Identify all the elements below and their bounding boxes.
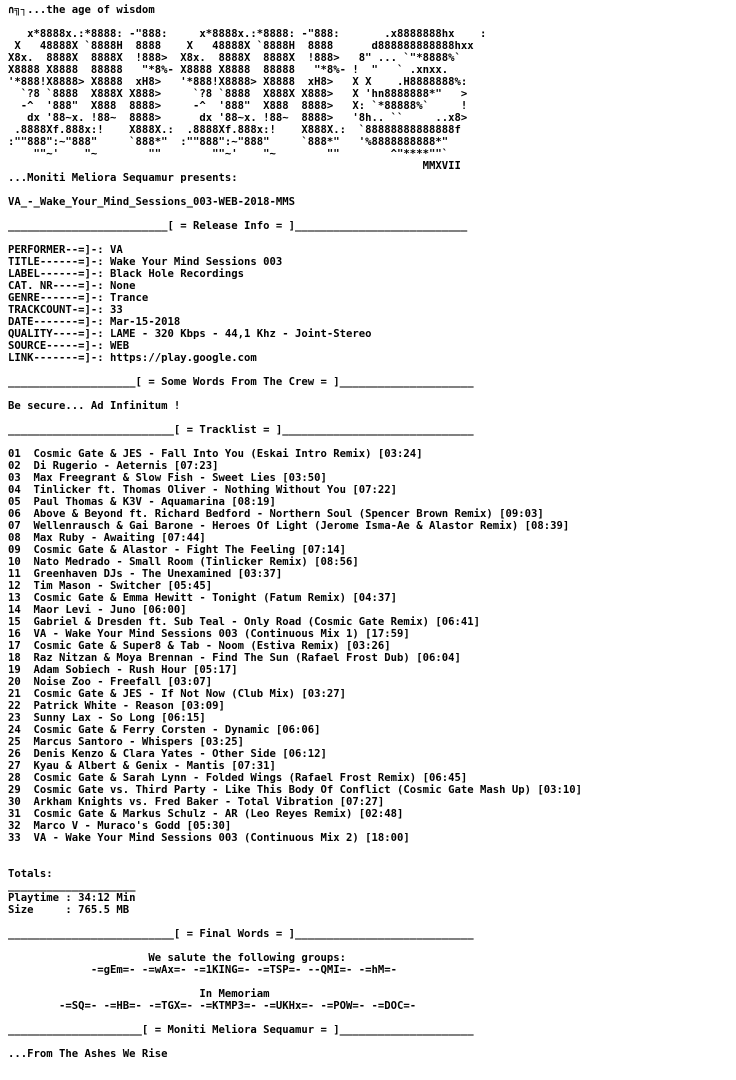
nfo-line: VA_-_Wake_Your_Mind_Sessions_003-WEB-2018-MMS [8,196,296,208]
nfo-line: In Memoriam [8,988,270,1000]
nfo-line: 27 Kyau & Albert & Genix - Mantis [07:31] [8,760,276,772]
nfo-line [8,856,736,868]
nfo-line: 28 Cosmic Gate & Sarah Lynn - Folded Wings (Rafael Frost Remix) [06:45] [8,772,468,784]
nfo-line: -=SQ=- -=HB=- -=TGX=- -=KTMP3=- -=UKHx=- -=POW=- -=DOC=- [8,1000,417,1012]
nfo-line: 21 Cosmic Gate & JES - If Not Now (Club Mix) [03:27] [8,688,347,700]
nfo-line: __________________________[ = Tracklist = ]______________________________ [8,424,474,436]
nfo-line: 02 Di Rugerio - Aeternis [07:23] [8,460,219,472]
nfo-line: 01 Cosmic Gate & JES - Fall Into You (Eskai Intro Remix) [03:24] [8,448,423,460]
nfo-line: :""888":~"888" `888*" :""888":~"888" `888*" '%8888888888*" [8,136,449,148]
nfo-line: MMXVII [8,160,461,172]
nfo-line: 15 Gabriel & Dresden ft. Sub Teal - Only Road (Cosmic Gate Remix) [06:41] [8,616,480,628]
nfo-line [8,184,736,196]
nfo-line: _____________________[ = Moniti Meliora Sequamur = ]_____________________ [8,1024,474,1036]
nfo-line: 24 Cosmic Gate & Ferry Corsten - Dynamic [06:06] [8,724,321,736]
nfo-line [8,940,736,952]
nfo-line [8,916,736,928]
nfo-line: dx '88~x. !88~ 8888> dx '88~x. !88~ 8888> '8h.. `` ..x8> [8,112,468,124]
nfo-line: 25 Marcus Santoro - Whispers [03:25] [8,736,244,748]
nfo-line [8,232,736,244]
nfo-line: TRACKCOUNT-=]-: 33 [8,304,123,316]
nfo-line: GENRE------=]-: Trance [8,292,149,304]
nfo-line: ""~' "~ "" ""~' "~ "" ^"****""` [8,148,449,160]
nfo-line [8,364,736,376]
nfo-line: 32 Marco V - Muraco's Godd [05:30] [8,820,232,832]
nfo-line: 03 Max Freegrant & Slow Fish - Sweet Lies [03:50] [8,472,327,484]
nfo-line: ...From The Ashes We Rise [8,1048,168,1060]
nfo-line: 22 Patrick White - Reason [03:09] [8,700,225,712]
nfo-line: Size : 765.5 MB [8,904,130,916]
nfo-line: 08 Max Ruby - Awaiting [07:44] [8,532,206,544]
nfo-line: Be secure... Ad Infinitum ! [8,400,181,412]
nfo-line: -=gEm=- -=wAx=- -=1KING=- -=TSP=- --QMI=- -=hM=- [8,964,398,976]
nfo-line: DATE-------=]-: Mar-15-2018 [8,316,181,328]
nfo-line [8,1036,736,1048]
nfo-line: We salute the following groups: [8,952,347,964]
nfo-line: 31 Cosmic Gate & Markus Schulz - AR (Leo Reyes Remix) [02:48] [8,808,404,820]
nfo-line: 13 Cosmic Gate & Emma Hewitt - Tonight (Fatum Remix) [04:37] [8,592,398,604]
nfo-line: 07 Wellenrausch & Gai Barone - Heroes Of Light (Jerome Isma-Ae & Alastor Remix) [08:39] [8,520,570,532]
nfo-line: 19 Adam Sobiech - Rush Hour [05:17] [8,664,238,676]
nfo-line: 20 Noise Zoo - Freefall [03:07] [8,676,213,688]
nfo-line [8,388,736,400]
nfo-line: ...Moniti Meliora Sequamur presents: [8,172,238,184]
nfo-line: 06 Above & Beyond ft. Richard Bedford - Northern Soul (Spencer Brown Remix) [09:03] [8,508,544,520]
nfo-line: 30 Arkham Knights vs. Fred Baker - Total Vibration [07:27] [8,796,385,808]
nfo-line: 10 Nato Medrado - Small Room (Tinlicker Remix) [08:56] [8,556,359,568]
nfo-line: 33 VA - Wake Your Mind Sessions 003 (Continuous Mix 2) [18:00] [8,832,410,844]
nfo-line: 18 Raz Nitzan & Moya Brennan - Find The Sun (Rafael Frost Dub) [06:04] [8,652,461,664]
nfo-line: LINK-------=]-: https://play.google.com [8,352,257,364]
nfo-line: PERFORMER--=]-: VA [8,244,123,256]
nfo-line: 17 Cosmic Gate & Super8 & Tab - Noom (Estiva Remix) [03:26] [8,640,391,652]
nfo-line: -^ '888" X888 8888> -^ '888" X888 8888> X: `*88888%` ! [8,100,468,112]
nfo-line: 26 Denis Kenzo & Clara Yates - Other Side [06:12] [8,748,327,760]
nfo-line: X 48888X `8888H 8888 X 48888X `8888H 8888 d888888888888hxx [8,40,474,52]
nfo-line: 05 Paul Thomas & K3V - Aquamarina [08:19] [8,496,276,508]
nfo-line: ∩╗┐...the age of wisdom [8,4,155,16]
nfo-line: ____________________ [8,880,136,892]
nfo-line [8,412,736,424]
nfo-line [8,976,736,988]
nfo-line: 16 VA - Wake Your Mind Sessions 003 (Continuous Mix 1) [17:59] [8,628,410,640]
nfo-line: x*8888x.:*8888: -"888: x*8888x.:*8888: -"888: .x8888888hx : [8,28,487,40]
nfo-line: __________________________[ = Final Words = ]____________________________ [8,928,474,940]
nfo-line: TITLE------=]-: Wake Your Mind Sessions 003 [8,256,283,268]
nfo-line: `?8 `8888 X888X X888> `?8 `8888 X888X X888> X 'hn8888888*" > [8,88,468,100]
nfo-line: 29 Cosmic Gate vs. Third Party - Like This Body Of Conflict (Cosmic Gate Mash Up) [03:10] [8,784,583,796]
nfo-line: 12 Tim Mason - Switcher [05:45] [8,580,213,592]
nfo-line: SOURCE-----=]-: WEB [8,340,130,352]
nfo-line [8,1012,736,1024]
nfo-line: X8x. 8888X 8888X !888> X8x. 8888X 8888X !888> 8" ... `"*8888%` [8,52,461,64]
nfo-line: _________________________[ = Release Info = ]___________________________ [8,220,468,232]
nfo-line: .8888Xf.888x:! X888X.: .8888Xf.888x:! X888X.: `88888888888888f [8,124,461,136]
nfo-line [8,436,736,448]
nfo-line: Totals: [8,868,53,880]
nfo-line: 14 Maor Levi - Juno [06:00] [8,604,187,616]
nfo-line: 04 Tinlicker ft. Thomas Oliver - Nothing Without You [07:22] [8,484,398,496]
nfo-line [8,16,736,28]
nfo-line: LABEL------=]-: Black Hole Recordings [8,268,244,280]
nfo-line [8,844,736,856]
nfo-line: 23 Sunny Lax - So Long [06:15] [8,712,206,724]
nfo-line: Playtime : 34:12 Min [8,892,136,904]
nfo-line: 09 Cosmic Gate & Alastor - Fight The Feeling [07:14] [8,544,347,556]
nfo-line: CAT. NR----=]-: None [8,280,136,292]
nfo-line [8,208,736,220]
nfo-line: 11 Greenhaven DJs - The Unexamined [03:37] [8,568,283,580]
nfo-line: ____________________[ = Some Words From The Crew = ]_____________________ [8,376,474,388]
nfo-line: QUALITY----=]-: LAME - 320 Kbps - 44,1 Khz - Joint-Stereo [8,328,372,340]
nfo-line: '*888!X8888> X8888 xH8> '*888!X8888> X8888 xH8> X X .H8888888%: [8,76,468,88]
nfo-line: X8888 X8888 88888 "*8%- X8888 X8888 88888 "*8%- ! " ` .xnxx. [8,64,449,76]
